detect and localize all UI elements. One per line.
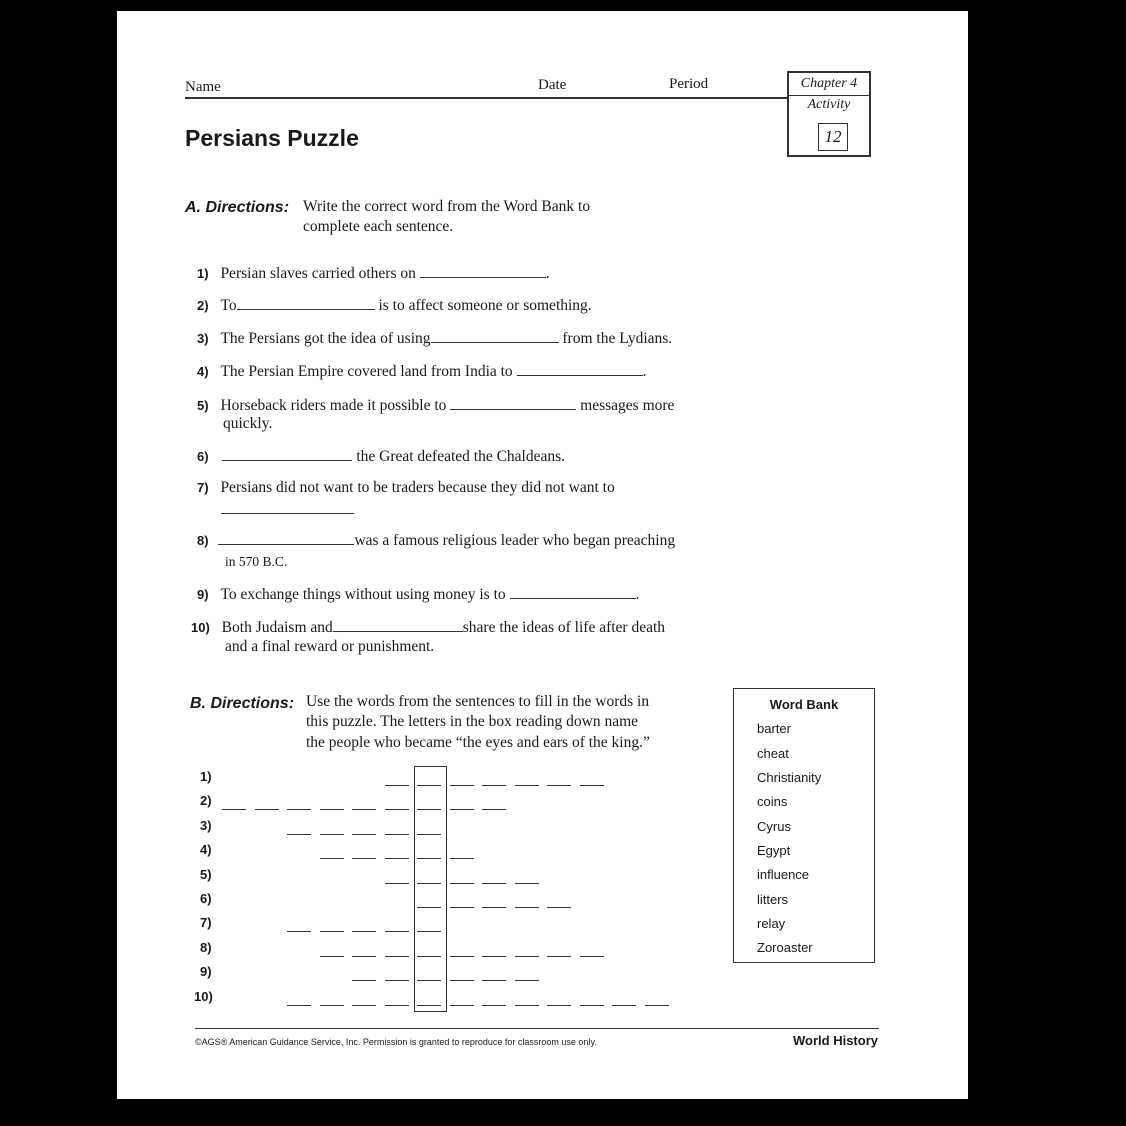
- question-text-end: the Great defeated the Chaldeans.: [356, 448, 566, 465]
- name-label: Name: [185, 79, 221, 95]
- answer-blank[interactable]: [222, 446, 352, 461]
- puzzle-key-letter-blank[interactable]: [417, 834, 441, 835]
- puzzle-key-letter-blank[interactable]: [417, 785, 441, 786]
- puzzle-key-letter-blank[interactable]: [417, 931, 441, 932]
- question-text-end: .: [545, 265, 550, 282]
- word-bank-item: Egypt: [757, 843, 791, 858]
- puzzle-letter-blank[interactable]: [482, 907, 506, 908]
- question-number: 7): [197, 480, 209, 495]
- puzzle-letter-blank[interactable]: [385, 834, 409, 835]
- puzzle-letter-blank[interactable]: [320, 931, 344, 932]
- section-a-directions-line1: Write the correct word from the Word Bank to: [303, 198, 591, 215]
- puzzle-letter-blank[interactable]: [255, 809, 279, 810]
- word-bank-item: relay: [757, 916, 786, 931]
- question-1: [197, 263, 550, 283]
- question-text: The Persian Empire covered land from India to: [220, 363, 513, 380]
- question-text: Both Judaism and: [221, 619, 333, 636]
- puzzle-letter-blank[interactable]: [580, 956, 604, 957]
- word-bank-item: coins: [757, 794, 788, 809]
- section-b-directions-line1: Use the words from the sentences to fill in the words in: [306, 693, 650, 710]
- puzzle-letter-blank[interactable]: [450, 858, 474, 859]
- puzzle-letter-blank[interactable]: [580, 1005, 604, 1006]
- puzzle-letter-blank[interactable]: [352, 1005, 376, 1006]
- puzzle-letter-blank[interactable]: [320, 1005, 344, 1006]
- puzzle-letter-blank[interactable]: [385, 858, 409, 859]
- question-5: [197, 395, 674, 415]
- section-b-heading: B. Directions:: [190, 695, 295, 712]
- puzzle-key-letter-blank[interactable]: [417, 980, 441, 981]
- question-number: 2): [197, 298, 209, 313]
- footer-rule: [195, 1028, 879, 1029]
- question-number: 10): [191, 620, 210, 635]
- section-b-directions-line3: the people who became “the eyes and ears of the king.”: [306, 734, 650, 751]
- puzzle-letter-blank[interactable]: [352, 809, 376, 810]
- question-10: [191, 617, 665, 637]
- question-10-continuation: and a final reward or punishment.: [225, 638, 435, 655]
- puzzle-letter-blank[interactable]: [352, 956, 376, 957]
- puzzle-letter-blank[interactable]: [645, 1005, 669, 1006]
- puzzle-letter-blank[interactable]: [385, 883, 409, 884]
- worksheet-page: [117, 11, 968, 1099]
- puzzle-letter-blank[interactable]: [450, 785, 474, 786]
- word-bank-item: barter: [757, 721, 791, 736]
- puzzle-letter-blank[interactable]: [385, 785, 409, 786]
- puzzle-letter-blank[interactable]: [222, 809, 246, 810]
- puzzle-letter-blank[interactable]: [547, 956, 571, 957]
- puzzle-row-number: 3): [200, 817, 212, 833]
- copyright-notice: ©AGS® American Guidance Service, Inc. Permission is granted to reproduce for classroom use only.: [195, 1037, 597, 1047]
- header-rule: [185, 97, 787, 99]
- question-8-continuation: in 570 B.C.: [225, 554, 288, 569]
- puzzle-letter-blank[interactable]: [450, 883, 474, 884]
- section-b-directions-line2: this puzzle. The letters in the box reading down name: [306, 713, 639, 730]
- question-text: To: [220, 297, 237, 314]
- word-bank: [733, 688, 875, 963]
- word-bank-item: Christianity: [757, 770, 822, 785]
- puzzle-key-letter-blank[interactable]: [417, 956, 441, 957]
- question-3: [197, 328, 672, 348]
- puzzle-key-letter-blank[interactable]: [417, 809, 441, 810]
- puzzle-letter-blank[interactable]: [287, 931, 311, 932]
- puzzle-row-number: 4): [200, 842, 212, 858]
- chapter-activity-box: [787, 71, 871, 157]
- activity-label: Activity: [807, 97, 851, 112]
- question-number: 9): [197, 587, 209, 602]
- question-5-continuation: quickly.: [223, 415, 273, 432]
- puzzle-letter-blank[interactable]: [385, 809, 409, 810]
- puzzle-letter-blank[interactable]: [547, 1005, 571, 1006]
- puzzle-letter-blank[interactable]: [320, 834, 344, 835]
- section-a-heading: A. Directions:: [185, 199, 290, 216]
- subject-label: World History: [793, 1033, 878, 1048]
- puzzle-letter-blank[interactable]: [450, 980, 474, 981]
- puzzle-letter-blank[interactable]: [352, 834, 376, 835]
- question-2: [197, 295, 592, 315]
- puzzle-row-number: 9): [200, 964, 212, 980]
- answer-blank[interactable]: [517, 361, 643, 376]
- puzzle-key-letter-blank[interactable]: [417, 1005, 441, 1006]
- puzzle-letter-blank[interactable]: [547, 785, 571, 786]
- word-bank-item: Cyrus: [757, 819, 791, 834]
- question-text: Persians did not want to be traders because they did not want to: [220, 479, 615, 496]
- puzzle-row-number: 8): [200, 939, 212, 955]
- puzzle-letter-blank[interactable]: [352, 980, 376, 981]
- activity-number: 12: [818, 123, 848, 151]
- question-text: The Persians got the idea of using: [220, 330, 431, 347]
- question-8: [197, 530, 675, 550]
- puzzle-key-letter-blank[interactable]: [417, 858, 441, 859]
- question-7: [197, 479, 615, 497]
- puzzle-letter-blank[interactable]: [450, 956, 474, 957]
- puzzle-row-number: 5): [200, 866, 212, 882]
- puzzle-key-letter-blank[interactable]: [417, 907, 441, 908]
- puzzle-row-number: 7): [200, 915, 212, 931]
- puzzle-letter-blank[interactable]: [450, 907, 474, 908]
- puzzle-letter-blank[interactable]: [287, 834, 311, 835]
- puzzle-letter-blank[interactable]: [385, 956, 409, 957]
- answer-blank[interactable]: [333, 617, 463, 632]
- question-4: [197, 361, 646, 381]
- question-text-end: was a famous religious leader who began preaching: [354, 532, 676, 549]
- answer-blank[interactable]: [237, 295, 375, 310]
- question-number: 4): [197, 364, 209, 379]
- puzzle-letter-blank[interactable]: [482, 980, 506, 981]
- puzzle-letter-blank[interactable]: [482, 1005, 506, 1006]
- puzzle-letter-blank[interactable]: [450, 809, 474, 810]
- puzzle-letter-blank[interactable]: [482, 956, 506, 957]
- puzzle-row-number: 1): [200, 769, 212, 784]
- question-7-answer-blank[interactable]: [221, 513, 354, 514]
- question-text: Persian slaves carried others on: [220, 265, 416, 282]
- puzzle-letter-blank[interactable]: [547, 907, 571, 908]
- puzzle-letter-blank[interactable]: [515, 956, 539, 957]
- question-number: 3): [197, 331, 209, 346]
- answer-blank[interactable]: [218, 530, 354, 545]
- puzzle-letter-blank[interactable]: [515, 883, 539, 884]
- puzzle-letter-blank[interactable]: [352, 931, 376, 932]
- puzzle-letter-blank[interactable]: [612, 1005, 636, 1006]
- page-title: Persians Puzzle: [185, 125, 359, 151]
- section-a-directions-line2: complete each sentence.: [303, 218, 454, 235]
- question-text-end: is to affect someone or something.: [378, 297, 592, 314]
- puzzle-row-number: 6): [200, 891, 212, 906]
- word-bank-item: Zoroaster: [757, 940, 813, 955]
- question-text: Horseback riders made it possible to: [220, 397, 447, 414]
- puzzle-key-column: [414, 766, 447, 1012]
- puzzle-letter-blank[interactable]: [385, 980, 409, 981]
- puzzle-letter-blank[interactable]: [515, 1005, 539, 1006]
- question-number: 6): [197, 449, 209, 464]
- question-text-end: share the ideas of life after death: [462, 619, 666, 636]
- puzzle-letter-blank[interactable]: [515, 785, 539, 786]
- word-bank-title: Word Bank: [769, 697, 839, 712]
- puzzle-letter-blank[interactable]: [385, 1005, 409, 1006]
- puzzle-letter-blank[interactable]: [352, 858, 376, 859]
- question-6: [197, 446, 565, 466]
- question-9: [197, 584, 639, 604]
- word-bank-item: litters: [757, 892, 789, 907]
- puzzle-letter-blank[interactable]: [320, 956, 344, 957]
- puzzle-letter-blank[interactable]: [482, 883, 506, 884]
- puzzle-row-number: 10): [194, 988, 213, 1004]
- question-text-end: messages more: [580, 397, 675, 414]
- puzzle-letter-blank[interactable]: [515, 980, 539, 981]
- question-number: 5): [197, 398, 209, 413]
- question-text-end: .: [635, 586, 640, 603]
- word-bank-item: cheat: [757, 746, 789, 761]
- puzzle-letter-blank[interactable]: [287, 809, 311, 810]
- answer-blank[interactable]: [420, 263, 546, 278]
- puzzle-letter-blank[interactable]: [320, 858, 344, 859]
- puzzle-letter-blank[interactable]: [450, 1005, 474, 1006]
- question-text-end: .: [642, 363, 647, 380]
- date-label: Date: [538, 77, 567, 93]
- period-label: Period: [669, 76, 709, 92]
- puzzle-letter-blank[interactable]: [580, 785, 604, 786]
- question-text-end: from the Lydians.: [562, 330, 673, 347]
- puzzle-letter-blank[interactable]: [482, 785, 506, 786]
- puzzle-letter-blank[interactable]: [320, 809, 344, 810]
- chapter-label: Chapter 4: [789, 73, 869, 96]
- puzzle-key-letter-blank[interactable]: [417, 883, 441, 884]
- answer-blank[interactable]: [450, 395, 576, 410]
- puzzle-letter-blank[interactable]: [482, 809, 506, 810]
- question-number: 1): [197, 266, 209, 281]
- puzzle-row-number: 2): [200, 793, 212, 809]
- puzzle-letter-blank[interactable]: [287, 1005, 311, 1006]
- answer-blank[interactable]: [510, 584, 636, 599]
- question-text: To exchange things without using money is to: [220, 586, 506, 603]
- answer-blank[interactable]: [431, 328, 559, 343]
- word-bank-item: influence: [757, 867, 810, 882]
- puzzle-letter-blank[interactable]: [385, 931, 409, 932]
- question-number: 8): [197, 533, 209, 548]
- puzzle-letter-blank[interactable]: [515, 907, 539, 908]
